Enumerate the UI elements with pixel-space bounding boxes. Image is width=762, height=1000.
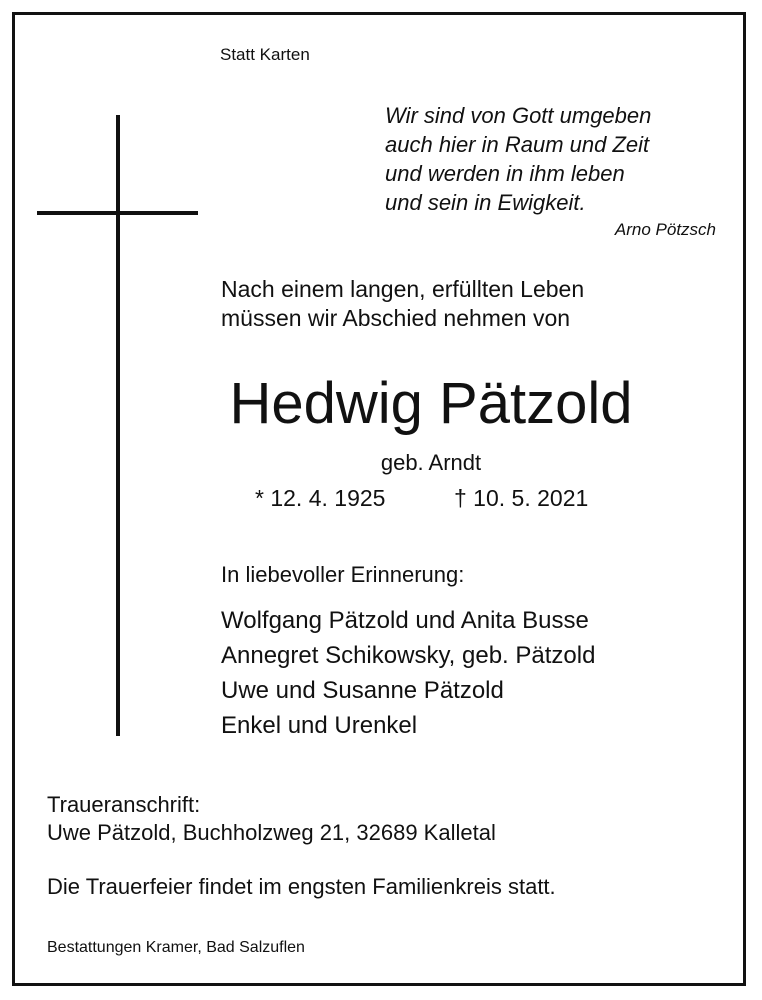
- list-item: Annegret Schikowsky, geb. Pätzold: [221, 642, 596, 669]
- death-date: † 10. 5. 2021: [454, 485, 589, 511]
- mourners-list: [221, 603, 595, 743]
- address-line: Uwe Pätzold, Buchholzweg 21, 32689 Kalletal: [47, 820, 496, 845]
- poem-line: und werden in ihm leben: [385, 161, 625, 186]
- address-label: Traueranschrift:: [47, 792, 201, 817]
- poem-line: Wir sind von Gott umgeben: [385, 103, 652, 128]
- memory-note: In liebevoller Erinnerung:: [221, 562, 465, 587]
- poem-line: auch hier in Raum und Zeit: [385, 132, 650, 157]
- mourning-address: [47, 791, 496, 847]
- poem: [385, 101, 651, 217]
- intro-text: [221, 275, 584, 333]
- intro-line: müssen wir Abschied nehmen von: [221, 305, 571, 331]
- poem-line: und sein in Ewigkeit.: [385, 190, 586, 215]
- birth-date: * 12. 4. 1925: [255, 485, 386, 511]
- cross-icon-horizontal: [37, 211, 198, 215]
- maiden-name: geb. Arndt: [380, 450, 482, 475]
- list-item: Wolfgang Pätzold und Anita Busse: [221, 607, 589, 634]
- funeral-home: Bestattungen Kramer, Bad Salzuflen: [47, 939, 305, 956]
- list-item: Enkel und Urenkel: [221, 712, 418, 739]
- deceased-name: Hedwig Pätzold: [229, 371, 633, 436]
- poem-author: Arno Pötzsch: [614, 220, 716, 239]
- ceremony-note: Die Trauerfeier findet im engsten Familienkreis statt.: [47, 874, 556, 899]
- intro-line: Nach einem langen, erfüllten Leben: [221, 276, 585, 302]
- list-item: Uwe und Susanne Pätzold: [221, 677, 504, 704]
- header-note: Statt Karten: [220, 45, 310, 64]
